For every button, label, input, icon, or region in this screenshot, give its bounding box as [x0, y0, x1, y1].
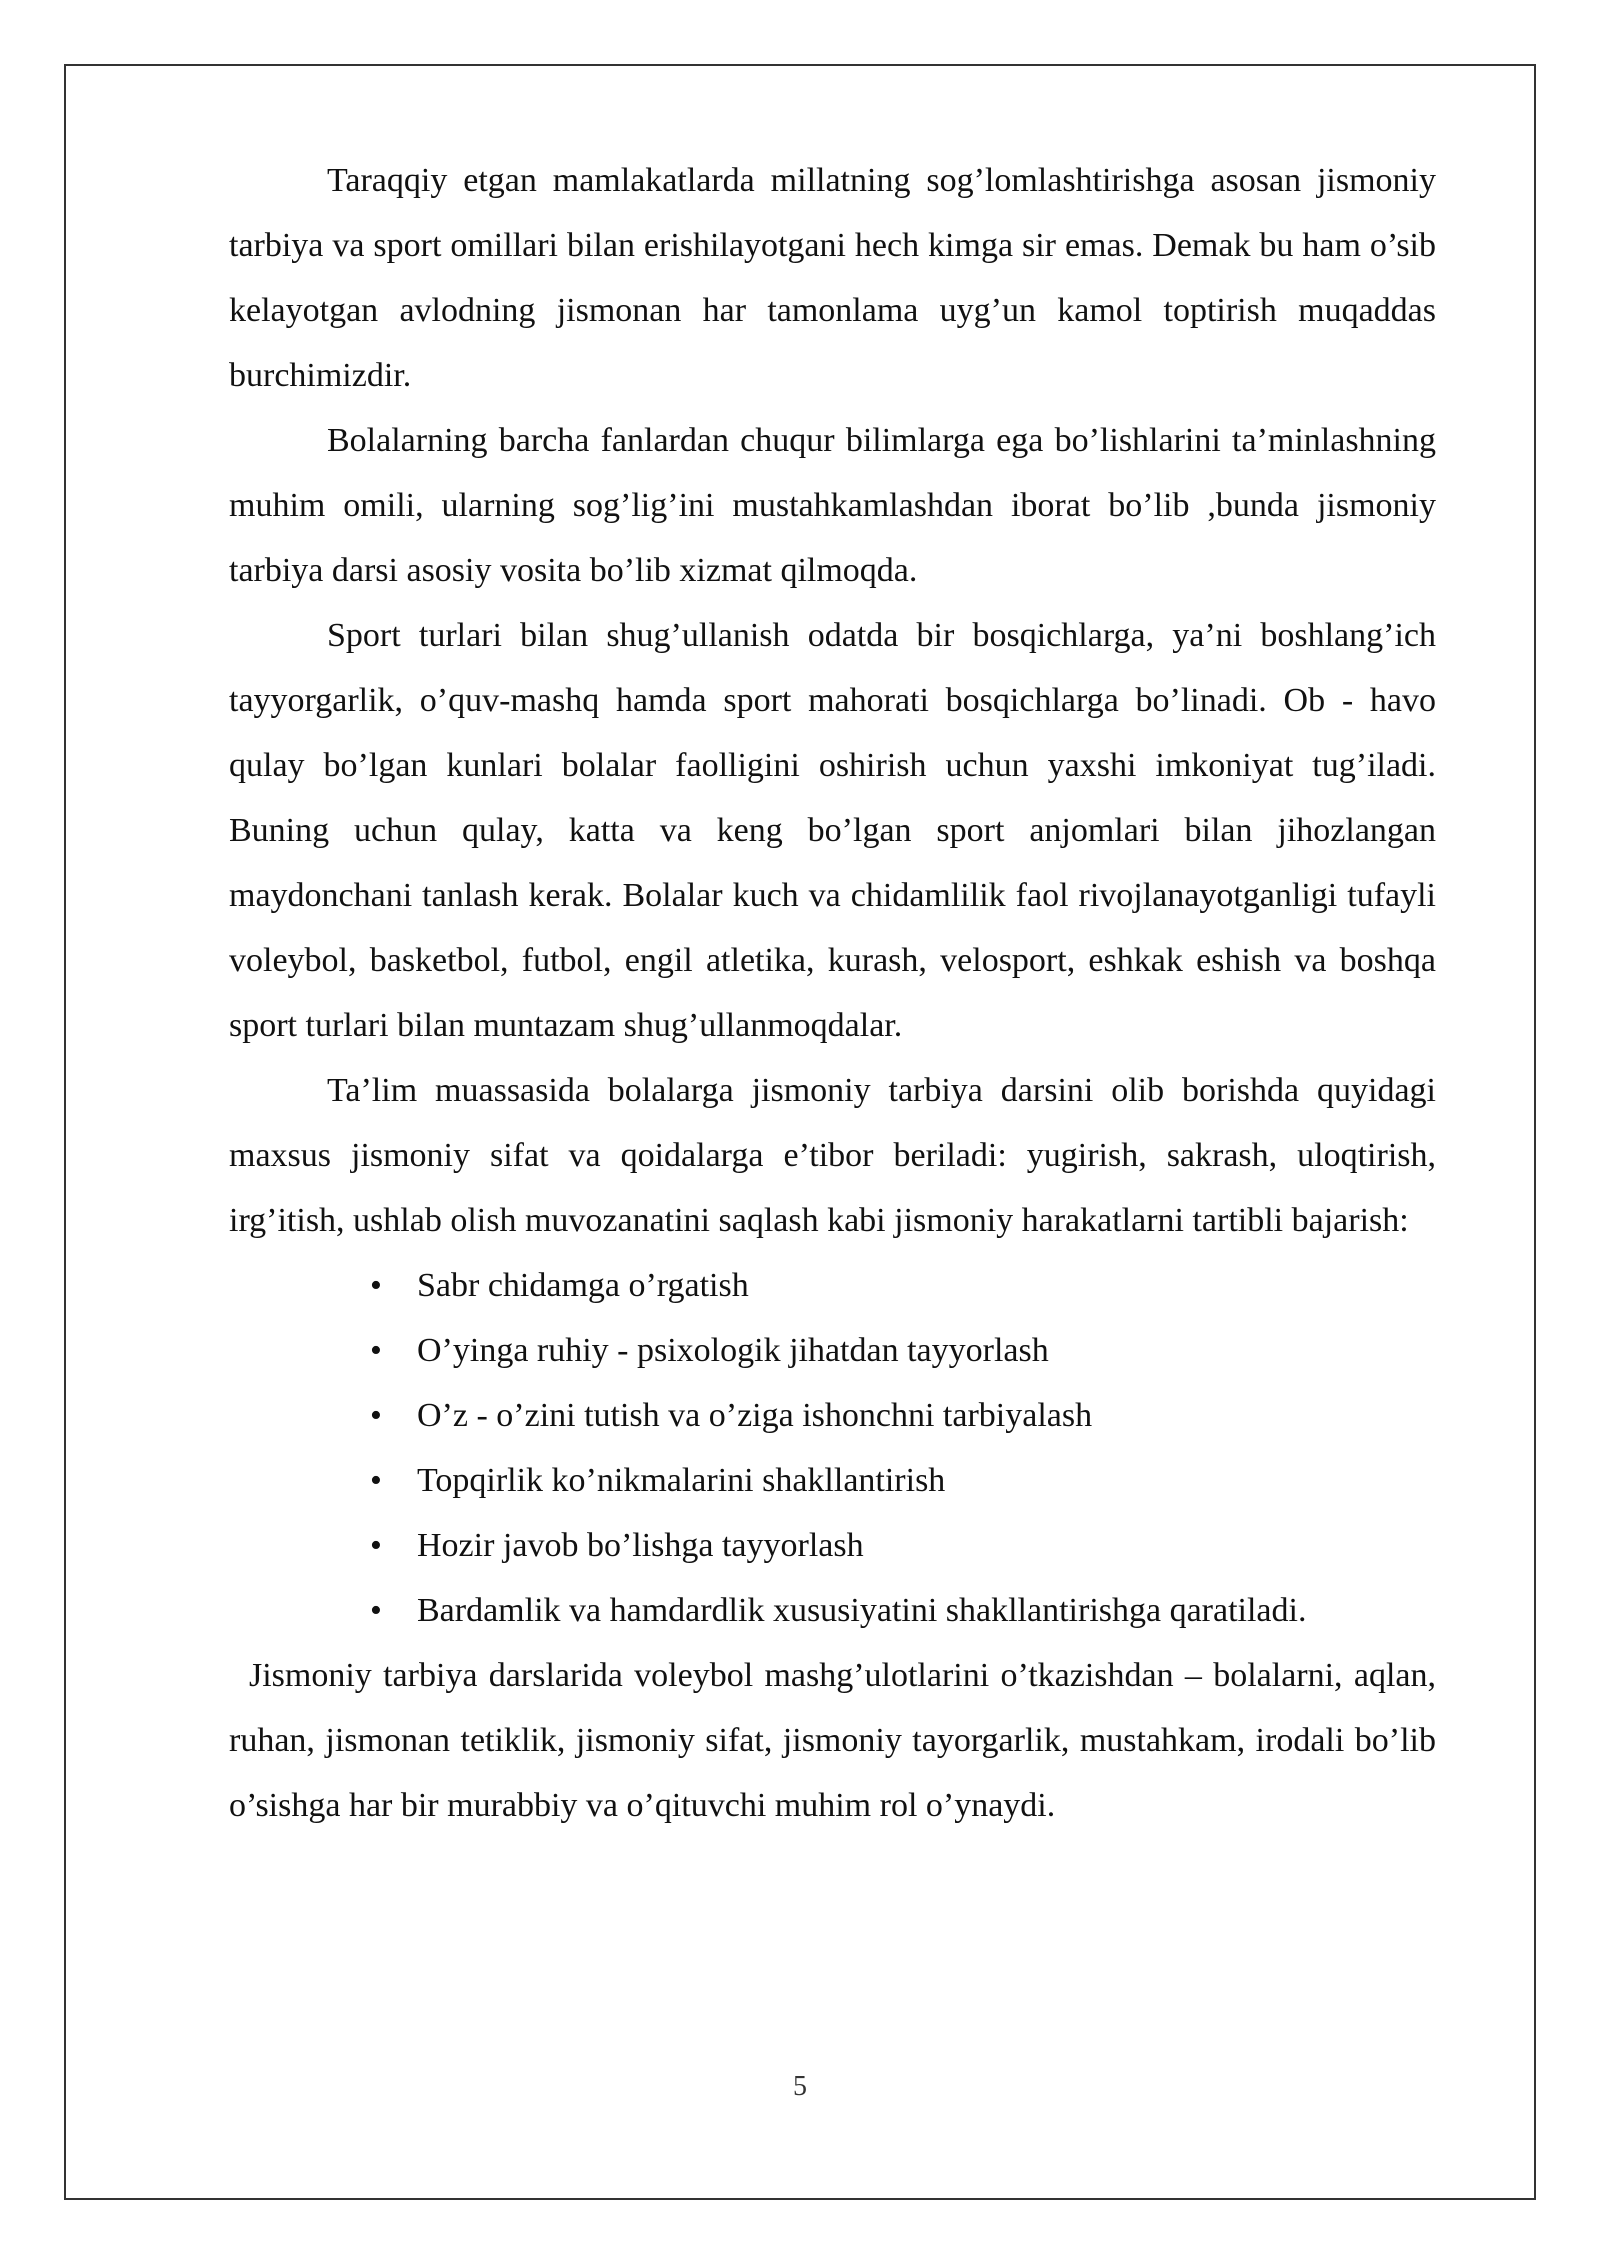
list-item-text: Hozir javob bo’lishga tayyorlash	[417, 1527, 864, 1564]
list-item	[229, 1448, 1436, 1513]
list-item	[229, 1513, 1436, 1578]
paragraph-2: Bolalarning barcha fanlardan chuqur bilimlarga ega bo’lishlarini ta’minlashning muhim omili, ularning sog’lig’ini mustahkamlashdan iborat bo’lib ,bunda jismoniy tarbiya darsi asosiy vosita bo’lib xizmat qilmoqda.	[229, 422, 1436, 589]
page-number: 5	[793, 2071, 807, 2102]
paragraph-1: Taraqqiy etgan mamlakatlarda millatning sog’lomlashtirishga asosan jismoniy tarbiya va sport omillari bilan erishilayotgani hech kimga sir emas. Demak bu ham o’sib kelayotgan avlodning jismonan har tamonlama uyg’un kamol toptirish muqaddas burchimizdir.	[229, 162, 1436, 394]
list-item	[229, 1383, 1436, 1448]
list-item-text: O’z - o’zini tutish va o’ziga ishonchni tarbiyalash	[417, 1397, 1093, 1434]
list-item	[229, 1253, 1436, 1318]
list-item-text: Topqirlik ko’nikmalarini shakllantirish	[417, 1462, 946, 1499]
list-item-text: O’yinga ruhiy - psixologik jihatdan tayyorlash	[417, 1332, 1049, 1369]
bullet-icon: •	[370, 1462, 382, 1499]
list-item	[229, 1578, 1436, 1643]
bullet-icon: •	[370, 1592, 382, 1629]
bullet-icon: •	[370, 1267, 382, 1304]
paragraph-3: Sport turlari bilan shug’ullanish odatda bir bosqichlarga, ya’ni boshlang’ich tayyorgarlik, o’quv-mashq hamda sport mahorati bosqichlarga bo’linadi. Ob - havo qulay bo’lgan kunlari bolalar faolligini oshirish uchun yaxshi imkoniyat tug’iladi. Buning uchun qulay, katta va keng bo’lgan sport anjomlari bilan jihozlangan maydonchani tanlash kerak. Bolalar kuch va chidamlilik faol rivojlanayotganligi tufayli voleybol, basketbol, futbol, engil atletika, kurash, velosport, eshkak eshish va boshqa sport turlari bilan muntazam shug’ullanmoqdalar.	[229, 617, 1436, 1044]
bullet-icon: •	[370, 1332, 382, 1369]
document-body	[229, 148, 1436, 1838]
list-item-text: Bardamlik va hamdardlik xususiyatini shakllantirishga qaratiladi.	[417, 1592, 1307, 1629]
bullet-icon: •	[370, 1527, 382, 1564]
bullet-icon: •	[370, 1397, 382, 1434]
bullet-list	[229, 1253, 1436, 1643]
paragraph-4: Ta’lim muassasida bolalarga jismoniy tarbiya darsini olib borishda quyidagi maxsus jismoniy sifat va qoidalarga e’tibor beriladi: yugirish, sakrash, uloqtirish, irg’itish, ushlab olish muvozanatini saqlash kabi jismoniy harakatlarni tartibli bajarish:	[229, 1072, 1436, 1239]
list-item-text: Sabr chidamga o’rgatish	[417, 1267, 749, 1304]
list-item	[229, 1318, 1436, 1383]
closing-paragraph: Jismoniy tarbiya darslarida voleybol mashg’ulotlarini o’tkazishdan – bolalarni, aqlan, ruhan, jismonan tetiklik, jismoniy sifat, jismoniy tayorgarlik, mustahkam, irodali bo’lib o’sishga har bir murabbiy va o’qituvchi muhim rol o’ynaydi.	[229, 1657, 1436, 1824]
